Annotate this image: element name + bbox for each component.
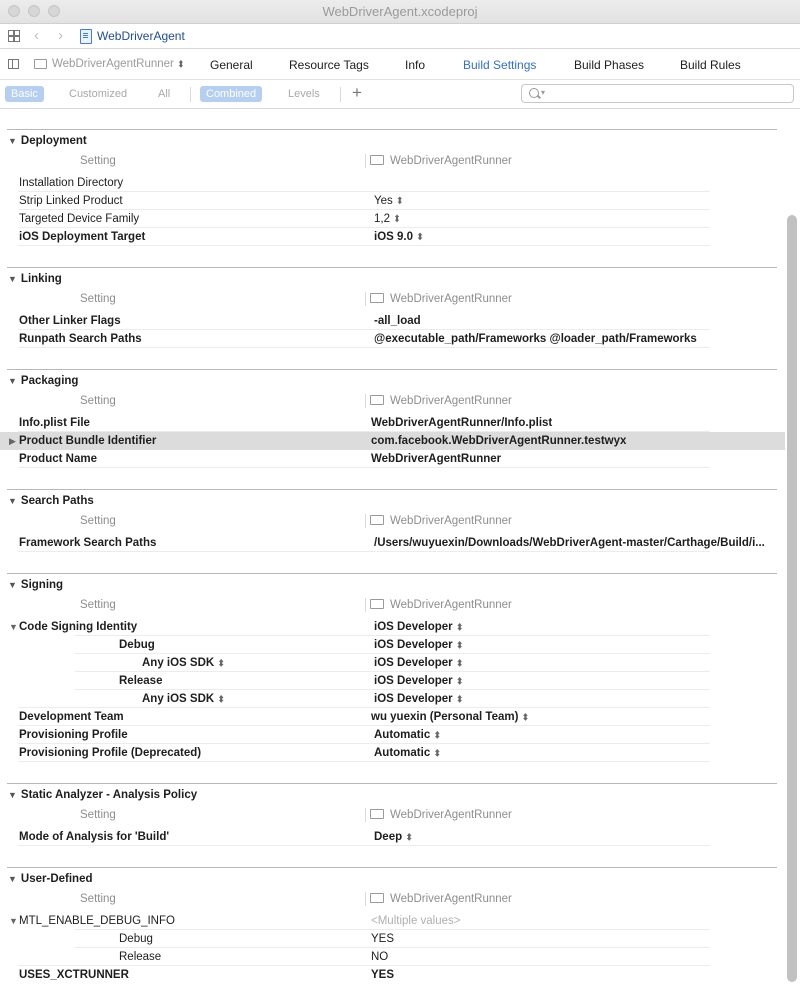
- setting-row[interactable]: [0, 708, 785, 726]
- setting-value[interactable]: WebDriverAgentRunner/Info.plist: [371, 417, 553, 429]
- setting-name: Mode of Analysis for 'Build': [19, 831, 170, 843]
- setting-name: Debug: [119, 933, 153, 945]
- filter-all-button[interactable]: All: [158, 88, 171, 100]
- section-header-signing[interactable]: [8, 579, 63, 591]
- setting-value-text: iOS Developer: [374, 639, 453, 651]
- setting-row[interactable]: [0, 948, 785, 966]
- column-header-target: [370, 395, 512, 407]
- setting-row[interactable]: [0, 312, 785, 330]
- vertical-scrollbar[interactable]: [787, 215, 797, 982]
- column-header-target: [370, 893, 512, 905]
- setting-name: Runpath Search Paths: [19, 333, 142, 345]
- target-folder-icon: [370, 599, 384, 609]
- filter-bar: [0, 80, 800, 109]
- column-header-setting: Setting: [80, 155, 116, 167]
- section-title: User-Defined: [20, 873, 93, 885]
- setting-name: Provisioning Profile: [19, 729, 128, 741]
- setting-row[interactable]: [0, 966, 785, 984]
- column-header-setting: Setting: [80, 515, 116, 527]
- chevron-updown-icon: ⬍: [455, 657, 464, 669]
- column-divider: [365, 808, 366, 822]
- setting-row[interactable]: [0, 618, 785, 636]
- setting-row-selected[interactable]: [0, 432, 785, 450]
- divider: [340, 87, 341, 102]
- editor-tab-bar: [0, 50, 800, 80]
- section-header-static-analyzer[interactable]: [8, 789, 197, 801]
- column-header-setting: Setting: [80, 395, 116, 407]
- chevron-updown-icon: ⬍: [455, 675, 464, 687]
- search-icon: [529, 88, 539, 98]
- section-title: Deployment: [20, 135, 87, 147]
- setting-row[interactable]: [0, 744, 785, 762]
- section-title: Linking: [20, 273, 62, 285]
- setting-value-text: iOS Developer: [374, 693, 453, 705]
- jump-bar: [0, 24, 800, 49]
- column-header-target: [370, 293, 512, 305]
- section-divider: [7, 489, 777, 490]
- column-header-target: [370, 155, 512, 167]
- setting-row[interactable]: [0, 330, 785, 348]
- setting-name: Other Linker Flags: [19, 315, 121, 327]
- setting-name-text: Any iOS SDK: [142, 657, 215, 669]
- setting-row[interactable]: [0, 210, 785, 228]
- setting-value[interactable]: -all_load: [374, 315, 421, 327]
- setting-value-text: Yes: [374, 195, 393, 207]
- chevron-updown-icon: ⬍: [405, 831, 413, 843]
- target-folder-icon: [370, 395, 384, 405]
- setting-row[interactable]: [0, 912, 785, 930]
- disclosure-triangle-right-icon[interactable]: ▶: [9, 436, 16, 446]
- setting-name: Product Bundle Identifier: [19, 435, 157, 447]
- column-header-setting: Setting: [80, 809, 116, 821]
- chevron-updown-icon: ⬍: [455, 621, 464, 633]
- related-items-grid-icon[interactable]: [8, 30, 20, 42]
- section-title: Packaging: [20, 375, 79, 387]
- target-folder-icon: [370, 515, 384, 525]
- target-selector[interactable]: [52, 58, 185, 70]
- setting-row[interactable]: [0, 690, 785, 708]
- setting-row[interactable]: [0, 828, 785, 846]
- setting-row[interactable]: [0, 192, 785, 210]
- section-header-search-paths[interactable]: [8, 495, 94, 507]
- setting-row[interactable]: [0, 450, 785, 468]
- chevron-updown-icon: ⬍: [433, 747, 441, 759]
- breadcrumb-project[interactable]: WebDriverAgent: [97, 29, 185, 43]
- target-selector-label: WebDriverAgentRunner: [52, 58, 174, 70]
- setting-name: Provisioning Profile (Deprecated): [19, 747, 202, 759]
- setting-value[interactable]: /Users/wuyuexin/Downloads/WebDriverAgent-master/Carthage/Build/i...: [374, 537, 765, 549]
- section-title: Signing: [20, 579, 64, 591]
- setting-value[interactable]: @executable_path/Frameworks @loader_path/Frameworks: [374, 333, 697, 345]
- setting-row[interactable]: [0, 228, 785, 246]
- tab-build-rules[interactable]: Build Rules: [680, 58, 741, 72]
- section-header-user-defined[interactable]: [8, 873, 93, 885]
- column-divider: [365, 154, 366, 168]
- view-levels-button[interactable]: Levels: [288, 88, 320, 100]
- disclosure-triangle-icon: ▼: [8, 274, 17, 284]
- setting-value[interactable]: YES: [371, 969, 395, 981]
- section-header-linking[interactable]: [8, 273, 62, 285]
- setting-name: Release: [119, 951, 162, 963]
- column-header-target-label: WebDriverAgentRunner: [390, 395, 512, 407]
- setting-name: Release: [119, 675, 163, 687]
- setting-name: iOS Deployment Target: [19, 231, 146, 243]
- column-header-target-label: WebDriverAgentRunner: [390, 155, 512, 167]
- section-divider: [7, 867, 777, 868]
- view-combined-button[interactable]: Combined: [200, 86, 262, 102]
- setting-name[interactable]: [142, 657, 225, 669]
- disclosure-triangle-icon: ▼: [8, 580, 17, 590]
- setting-row[interactable]: [0, 930, 785, 948]
- chevron-updown-icon: ⬍: [455, 693, 464, 705]
- setting-value-text: iOS Developer: [374, 657, 453, 669]
- window-titlebar: [0, 0, 800, 24]
- setting-value[interactable]: WebDriverAgentRunner: [371, 453, 502, 465]
- tab-info[interactable]: Info: [405, 58, 426, 72]
- setting-value[interactable]: [374, 657, 463, 669]
- setting-value[interactable]: [374, 693, 463, 705]
- divider: [190, 87, 191, 102]
- column-divider: [365, 394, 366, 408]
- chevron-down-icon: ▾: [541, 88, 546, 97]
- setting-value-text: Automatic: [374, 729, 431, 741]
- setting-value[interactable]: YES: [371, 933, 395, 945]
- setting-value[interactable]: [374, 747, 441, 759]
- column-divider: [365, 598, 366, 612]
- setting-name[interactable]: [142, 693, 225, 705]
- setting-name: Strip Linked Product: [19, 195, 123, 207]
- add-setting-button[interactable]: +: [352, 83, 362, 102]
- chevron-updown-icon: ⬍: [393, 213, 401, 225]
- project-file-icon: [80, 29, 92, 44]
- chevron-updown-icon: ⬍: [521, 711, 530, 723]
- setting-row[interactable]: [0, 672, 785, 690]
- disclosure-triangle-icon: ▼: [8, 376, 17, 386]
- setting-value[interactable]: [374, 231, 424, 243]
- section-header-deployment[interactable]: [8, 135, 87, 147]
- tab-build-phases[interactable]: Build Phases: [574, 58, 645, 72]
- setting-value[interactable]: <Multiple values>: [371, 915, 461, 927]
- setting-value-text: wu yuexin (Personal Team): [371, 711, 519, 723]
- setting-row[interactable]: [0, 636, 785, 654]
- setting-name: Code Signing Identity: [19, 621, 138, 633]
- setting-value-text: Deep: [374, 831, 403, 843]
- setting-value-text: iOS Developer: [374, 675, 453, 687]
- target-folder-icon: [370, 809, 384, 819]
- disclosure-triangle-icon: ▼: [8, 136, 17, 146]
- column-header-target: [370, 809, 512, 821]
- section-divider: [7, 369, 777, 370]
- chevron-updown-icon: ⬍: [416, 231, 424, 243]
- column-header-target: [370, 599, 512, 611]
- disclosure-triangle-icon: ▼: [8, 790, 17, 800]
- section-title: Static Analyzer - Analysis Policy: [20, 789, 198, 801]
- column-divider: [365, 892, 366, 906]
- column-divider: [365, 514, 366, 528]
- column-header-target-label: WebDriverAgentRunner: [390, 515, 512, 527]
- chevron-updown-icon: ⬍: [395, 195, 404, 207]
- setting-row[interactable]: [0, 726, 785, 744]
- tab-resource-tags[interactable]: Resource Tags: [289, 58, 369, 72]
- chevron-updown-icon: ⬍: [217, 693, 225, 705]
- section-divider: [7, 267, 777, 268]
- setting-value[interactable]: [374, 831, 413, 843]
- tab-build-settings[interactable]: Build Settings: [463, 58, 537, 72]
- section-divider: [7, 573, 777, 574]
- search-field[interactable]: [521, 84, 794, 103]
- setting-row[interactable]: [0, 654, 785, 672]
- disclosure-triangle-icon: ▼: [8, 496, 17, 506]
- setting-value-text: 1,2: [374, 213, 390, 225]
- setting-name: Debug: [119, 639, 155, 651]
- setting-value[interactable]: [374, 195, 404, 207]
- target-folder-icon: [370, 893, 384, 903]
- section-title: Search Paths: [20, 495, 94, 507]
- setting-row[interactable]: [0, 174, 785, 192]
- setting-name: Development Team: [19, 711, 124, 723]
- setting-name: Installation Directory: [19, 177, 124, 189]
- setting-row[interactable]: [0, 414, 785, 432]
- setting-value[interactable]: [374, 621, 463, 633]
- build-settings-list: [0, 110, 785, 984]
- column-header-setting: Setting: [80, 893, 116, 905]
- disclosure-triangle-icon: ▼: [8, 874, 17, 884]
- chevron-updown-icon: ⬍: [433, 729, 441, 741]
- setting-name: MTL_ENABLE_DEBUG_INFO: [19, 915, 175, 927]
- setting-name: Product Name: [19, 453, 97, 465]
- sidebar-toggle-icon[interactable]: [8, 59, 19, 69]
- filter-basic-button[interactable]: Basic: [5, 86, 44, 102]
- setting-row[interactable]: [0, 534, 785, 552]
- setting-name-text: Any iOS SDK: [142, 693, 215, 705]
- target-folder-icon: [370, 155, 384, 165]
- setting-value[interactable]: [374, 729, 441, 741]
- setting-value[interactable]: com.facebook.WebDriverAgentRunner.testwyx: [371, 435, 627, 447]
- setting-name: Info.plist File: [19, 417, 90, 429]
- column-header-setting: Setting: [80, 599, 116, 611]
- disclosure-triangle-down-icon[interactable]: ▼: [9, 916, 18, 926]
- setting-value[interactable]: [371, 711, 529, 723]
- forward-arrow-icon[interactable]: ›: [58, 27, 63, 44]
- column-header-target-label: WebDriverAgentRunner: [390, 293, 512, 305]
- column-header-target: [370, 515, 512, 527]
- chevron-updown-icon: ⬍: [455, 639, 464, 651]
- section-header-packaging[interactable]: [8, 375, 78, 387]
- disclosure-triangle-down-icon[interactable]: ▼: [9, 622, 18, 632]
- setting-value-text: Automatic: [374, 747, 431, 759]
- setting-value-text: iOS 9.0: [374, 231, 413, 243]
- section-divider: [7, 129, 777, 130]
- back-arrow-icon[interactable]: ‹: [34, 27, 39, 44]
- chevron-updown-icon: ⬍: [217, 657, 225, 669]
- setting-name: Framework Search Paths: [19, 537, 157, 549]
- setting-value[interactable]: NO: [371, 951, 389, 963]
- column-header-setting: Setting: [80, 293, 116, 305]
- column-header-target-label: WebDriverAgentRunner: [390, 599, 512, 611]
- target-folder-icon: [34, 59, 47, 69]
- setting-name: Targeted Device Family: [19, 213, 140, 225]
- target-folder-icon: [370, 293, 384, 303]
- filter-customized-button[interactable]: Customized: [69, 88, 128, 100]
- window-title: WebDriverAgent.xcodeproj: [322, 4, 478, 19]
- column-header-target-label: WebDriverAgentRunner: [390, 893, 512, 905]
- setting-value[interactable]: [374, 639, 463, 651]
- section-divider: [7, 783, 777, 784]
- chevron-updown-icon: ⬍: [177, 58, 185, 70]
- setting-value-text: iOS Developer: [374, 621, 453, 633]
- column-header-target-label: WebDriverAgentRunner: [390, 809, 512, 821]
- setting-name: USES_XCTRUNNER: [19, 969, 129, 981]
- setting-value[interactable]: [374, 675, 463, 687]
- tab-general[interactable]: General: [210, 58, 253, 72]
- setting-value[interactable]: [374, 213, 401, 225]
- column-divider: [365, 292, 366, 306]
